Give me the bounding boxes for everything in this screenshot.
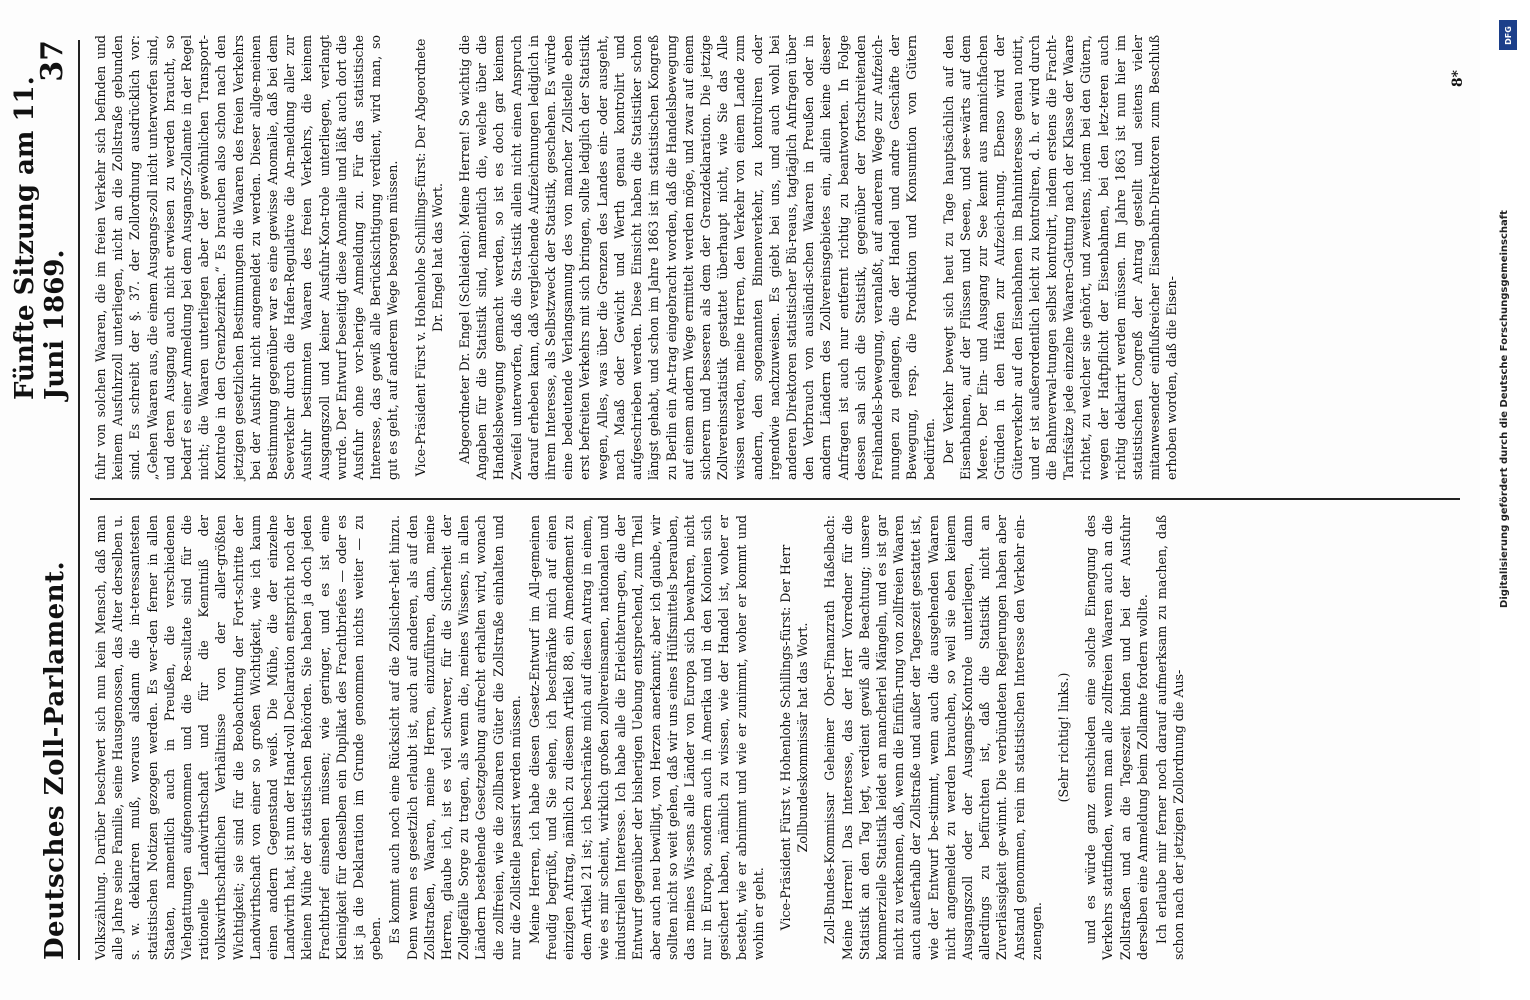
paragraph: Ich erlaube mir ferner noch darauf aufmerksam zu machen, daß schon nach der jetzigen Zollordnung die Aus-: [1153, 515, 1187, 960]
paragraph: Abgeordneter Dr. Engel (Schleiden): Meine Herren! So wichtig die Angaben für die Statistik sind, namentlich die, welche über die Handelsbewegung gemacht werden, so ist es doch gar keinem Zweifel unterworfen, daß die Sta-tistik allein nicht einen Anspruch darauf erheben kann, daß vergleichende Aufzeichnungen lediglich in ihrem Interesse, als Selbstzweck der Statistik, geschehen. Es würde eine bedeutende Verlangsamung des von mancher Zollstelle eben erst befreiten Verkehrs mit sich bringen, sollte lediglich der Statistik wegen, Alles, was über die Grenzen des Landes ein- oder ausgeht, nach Maaß oder Gewicht und Werth genau kontrolirt und aufgeschrieben werden. Diese Einsicht haben die Statistiker schon längst gehabt, und schon im Jahre 1863 ist im statistischen Kongreß zu Berlin ein An-trag eingebracht worden, daß die Handelsbewegung auf einem andern Wege ermittelt werden möge, und zwar auf einem sicherern und besseren als dem der Grenzdeklaration. Die jetzige Zollvereinsstatistik gestattet überhaupt nicht, wie Sie das Alle wissen werden, meine Herren, den Verkehr von einem Lande zum andern, den sogenannten Binnenverkehr, zu kontroliren oder irgendwie nachzuweisen. Es giebt bei uns, und auch wohl bei anderen Direktoren statistischer Bü-reaus, tagtäglich Anfragen über den Verbrauch von ausländi-schen Waaren in Preußen oder in andern Ländern des Zollvereinsgebietes ein, allein keine dieser Anfragen ist auch nur entfernt richtig zu beantworten. In Folge dessen sah sich die Statistik, gegenüber der fortschreitenden Freihandels-bewegung, veranlaßt, auf anderem Wege zur Aufzeich-nungen zu gelangen, die der Handel und andre Geschäfte der Bewegung, resp. die Produktion und Konsumtion von Gütern bedürfen.: [457, 35, 937, 480]
paragraph: Der Verkehr bewegt sich heut zu Tage hauptsächlich auf den Eisenbahnen, auf der Flüssen und Seeen, und see-wärts auf dem Meere. Der Ein- und Ausgang zur See kennt aus mannichfachen Gründen in den Häfen zur Aufzeich-nung. Ebenso wird der Güterverkehr auf den Eisenbahnen im Bahninteresse genau notirt, und er ist außerordentlich leicht zu kontroliren, d. h. er wird durch die Bahnverwal-tungen selbst kontrolirt, indem erstens die Fracht-Tarifsätze jede einzelne Waaren-Gattung nach der Klasse der Waare richtet, zu welcher sie gehört, und zweitens, indem bei den Gütern, wegen der Haftpflicht der Eisenbahnen, bei den letz-teren auch richtig deklarirt werden müssen. Im Jahre 1863 ist nun hier im statistischen Congreß der Antrag gestellt und seitens vieler mitanwesender einflußreicher Eisenbahn-Direktoren zum Beschluß erhoben worden, daß die Eisen-: [940, 35, 1180, 480]
left-text-column: [92, 515, 1189, 960]
speaker-announcement: (Sehr richtig! links.): [1055, 672, 1071, 803]
paragraph: fuhr von solchen Waaren, die im freien Verkehr sich befinden und keinem Ausfuhrzoll unterliegen, nicht an die Zollstraße gebunden sind. Es schreibt der §. 37. der Zollordnung ausdrücklich vor: „Gehen Waaren aus, die einem Ausgangs-zoll nicht unterworfen sind, und deren Ausgang auch nicht erwiesen zu werden braucht, so bedarf es einer Anmeldung bei dem Ausgangs-Zollamte in der Regel nicht; die Waaren unterliegen aber der gewöhnlichen Transport-Kontrole in den Grenzbezirken.“ Es brauchen also schon nach den jetzigen gesetzlichen Bestimmungen die Waaren des freien Verkehrs bei der Ausfuhr nicht angemeldet zu werden. Dieser allge-meinen Bestimmung gegenüber war es eine gewisse Anomalie, daß bei dem Seeverkehr durch die Hafen-Regulative die An-meldung aller zur Ausfuhr bestimmten Waaren des freien Verkehrs, die keinem Ausgangszoll und keiner Ausfuhr-Kon-trole unterliegen, verlangt wurde. Der Entwurf beseitigt diese Anomalie und läßt auch dort die Ausfuhr ohne vor-herige Anmeldung zu. Für das statistische Interesse, das gewiß alle Berücksichtigung verdient, wird man, so gut es geht, auf anderem Wege besorgen müssen.: [93, 35, 401, 480]
speaker-announcement: Vice-Präsident Fürst v. Hohenlohe Schillings-fürst: Der Herr Zollbundeskommissär hat das Wort.: [777, 544, 811, 931]
page-header: [10, 40, 80, 960]
right-text-column: [92, 35, 1183, 480]
paragraph: und es würde ganz entschieden eine solche Einengung des Verkehrs stattfinden, wenn man alle zollfreien Waaren auch an die Zollstraßen und an die Tageszeit binden und bei der Ausfuhr derselben eine Anmeldung beim Zollamte fordern wollte.: [1083, 515, 1150, 960]
paragraph: Meine Herren, ich habe diesen Gesetz-Entwurf im All-gemeinen freudig begrüßt, und Sie sehen, ich beschränke mich auf einen einzigen Antrag, nämlich zu diesem Artikel 88, ein Amendement zu dem Artikel 21 ist; ich beschränke mich auf diesen Antrag in einem, wie es mir scheint, wirklich großen zollvereinsamen, nationalen und industriellen Interesse. Ich habe alle die Erleichterun-gen, die der Entwurf gegenüber der bisherigen Uebung entsprechend, zum Theil aber auch neu bewilligt, von Herzen anerkannt; aber ich glaube, wir sollten nicht so weit gehen, daß wir uns eines Hülfsmittels berauben, das meines Wis-sens alle Länder von Europa sich bewahren, nicht nur in Europa, sondern auch in Amerika und in den Kolonien sich gesichert haben, nämlich zu wissen, wie der Handel ist, woher er besteht, wie er abnimmt und wie er zunimmt, woher er kommt und wohin er geht.: [527, 515, 766, 960]
sheet-signature-mark: 8*: [1450, 70, 1466, 88]
running-title-left: Deutsches Zoll-Parlament.: [40, 560, 70, 960]
digitization-credit-text: Digitalisierung gefördert durch die Deutsche Forschungsgemeinschaft: [1499, 210, 1510, 608]
dfg-logo: DFG: [1499, 20, 1517, 50]
speaker-announcement: Vice-Präsident Fürst v. Hohenlohe Schillings-fürst: Der Abgeordnete Dr. Engel hat das Wort.: [412, 38, 445, 477]
paragraph: Zoll-Bundes-Kommissar Geheimer Ober-Finanzrath Haßelbach: Meine Herren! Das Interesse, das der Herr Vorredner für die Statistik an den Tag legt, verdient gewiß alle Beachtung; unsere kommerzielle Statistik leidet an mancherlei Mängeln, und es ist gar nicht zu verkennen, daß, wenn die Einfüh-rung von zollfreien Waaren auch außerhalb der Zollstraße und außer der Tageszeit gestattet ist, wie der Entwurf be-stimmt, wenn auch die ausgehenden Waaren nicht angemeldet zu werden brauchen, so weil sie eben keinem Ausgangszoll oder der Ausgangs-Kontrole unterliegen, dann allerdings zu befürchten ist, daß die Statistik nicht an Zuverlässigkeit ge-winnt. Die verbündeten Regierungen haben aber Anstand genommen, rein im statistischen Interesse den Verkehr ein-zuengen.: [822, 515, 1044, 960]
digitization-credit: [1498, 20, 1520, 990]
page-number: 37: [35, 40, 70, 82]
paragraph: Es kommt auch noch eine Rücksicht auf die Zollsicher-heit hinzu. Denn wenn es gesetzlich erlaubt ist, auch auf anderen, als auf den Zollstraßen, Waaren, meine Herren, einzuführen, dann, meine Herren, glaube ich, ist es viel schwerer, für die Sicherheit der Zollgefälle Sorge zu tragen, als wenn die, meines Wissens, in allen Ländern bestehende Gesetzgebung aufrecht erhalten wird, wonach die zollfreien, wie die zollbaren Güter die Zollstraße einhalten und nur die Zollstelle passirt werden müssen.: [387, 515, 523, 960]
paragraph: Volkszählung. Darüber beschwert sich nun kein Mensch, daß man alle Jahre seine Familie, seine Hausgenossen, das Alter derselben u. s. w. deklariren muß, woraus alsdann die in-teressantesten statistischen Notizen gezogen werden. Es wer-den ferner in allen Staaten, namentlich auch in Preußen, die verschiedenen Viehgattungen aufgenommen und die Re-sultate sind für die rationelle Landwirthschaft und für die Kenntniß der volkswirthschaftlichen Verhältnisse von der aller-größten Wichtigkeit; sie sind für die Beobachtung der Fort-schritte der Landwirthschaft von einer so großen Wichtigkeit, wie ich kaum einen andern Gegenstand weiß. Die Mühe, die der einzelne Landwirth hat, ist nun der Hand-voll Declaration entspricht noch der kleinen Mühe der statistischen Behörden. Sie haben ja doch jeden Frachtbrief einsehen müssen; wie geringer, und es ist eine Kleinigkeit für denselben ein Duplikat des Frachtbriefes — oder es ist ja die Deklaration im Grunde genommen nichts weiter — zu geben.: [93, 515, 384, 960]
column-divider: [90, 498, 1460, 500]
running-title-right: Fünfte Sitzung am 11. Juni 1869.: [10, 76, 70, 400]
